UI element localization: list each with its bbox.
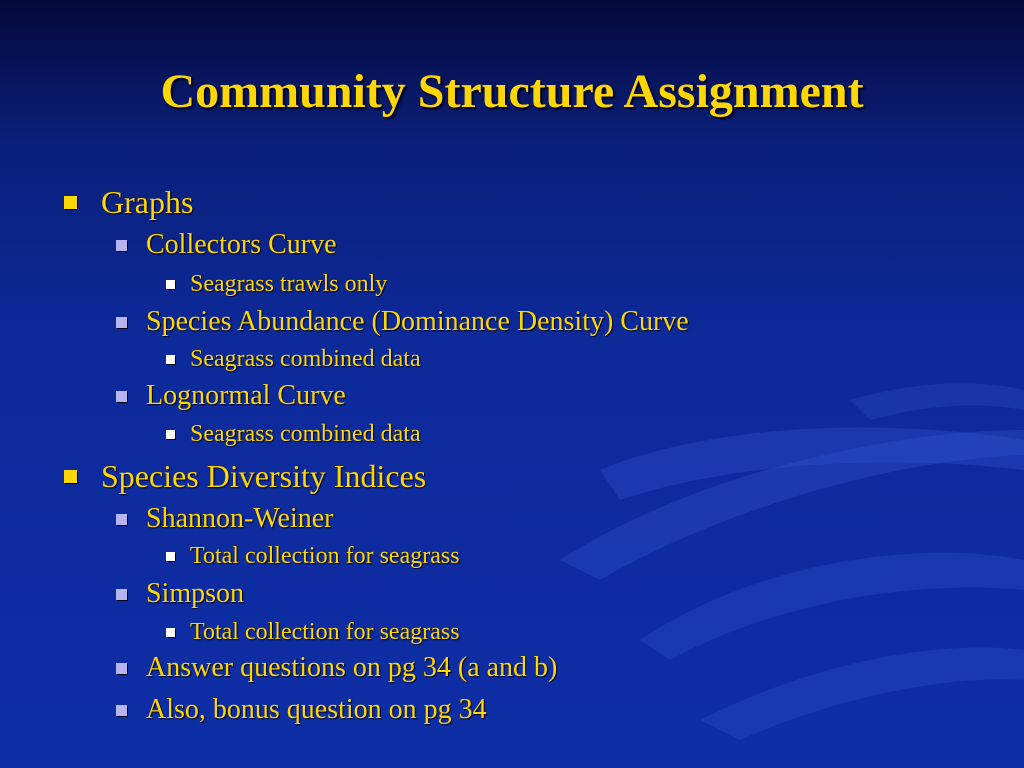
bullet-text: Seagrass combined data [190,346,421,372]
bullet-square-icon [116,705,127,716]
bullet-item-seagrass-combined-data [190,345,421,373]
bullet-text: Species Abundance (Dominance Density) Curve [146,306,689,337]
bullet-text: Also, bonus question on pg 34 [146,694,487,725]
bullet-item-collectors-curve [146,229,337,261]
bullet-item-total-collection [190,542,460,570]
bullet-text: Total collection for seagrass [190,619,460,645]
bullet-item-species-diversity-indices [101,458,426,494]
bullet-item-graphs [101,184,193,220]
bullet-item-species-abundance-curve [146,306,689,338]
bullet-square-icon [116,391,127,402]
bullet-square-icon [116,240,127,251]
bullet-square-icon [116,589,127,600]
bullet-item-lognormal-curve [146,380,346,412]
bullet-square-icon [166,552,175,561]
bullet-square-icon [64,196,77,209]
bullet-item-total-collection [190,618,460,646]
bullet-text: Seagrass combined data [190,421,421,447]
bullet-item-bonus-question [146,694,487,726]
bullet-square-icon [116,663,127,674]
bullet-square-icon [166,430,175,439]
bullet-square-icon [116,514,127,525]
bullet-square-icon [166,355,175,364]
bullet-text: Total collection for seagrass [190,543,460,569]
bullet-text: Graphs [101,184,194,220]
bullet-item-answer-questions [146,652,557,684]
bullet-text: Lognormal Curve [146,380,346,411]
bullet-text: Species Diversity Indices [101,458,427,494]
slide-title: Community Structure Assignment [160,65,864,118]
bullet-item-simpson [146,578,244,610]
bullet-square-icon [64,470,77,483]
bullet-square-icon [166,280,175,289]
bullet-square-icon [166,628,175,637]
bullet-item-shannon-weiner [146,503,333,535]
bullet-text: Seagrass trawls only [190,271,388,297]
bullet-item-seagrass-trawls-only [190,270,387,298]
bullet-item-seagrass-combined-data [190,420,421,448]
bullet-text: Simpson [146,578,245,609]
bullet-text: Shannon-Weiner [146,503,334,534]
bullet-square-icon [116,317,127,328]
bullet-text: Answer questions on pg 34 (a and b) [146,652,558,683]
bullet-text: Collectors Curve [146,229,337,260]
